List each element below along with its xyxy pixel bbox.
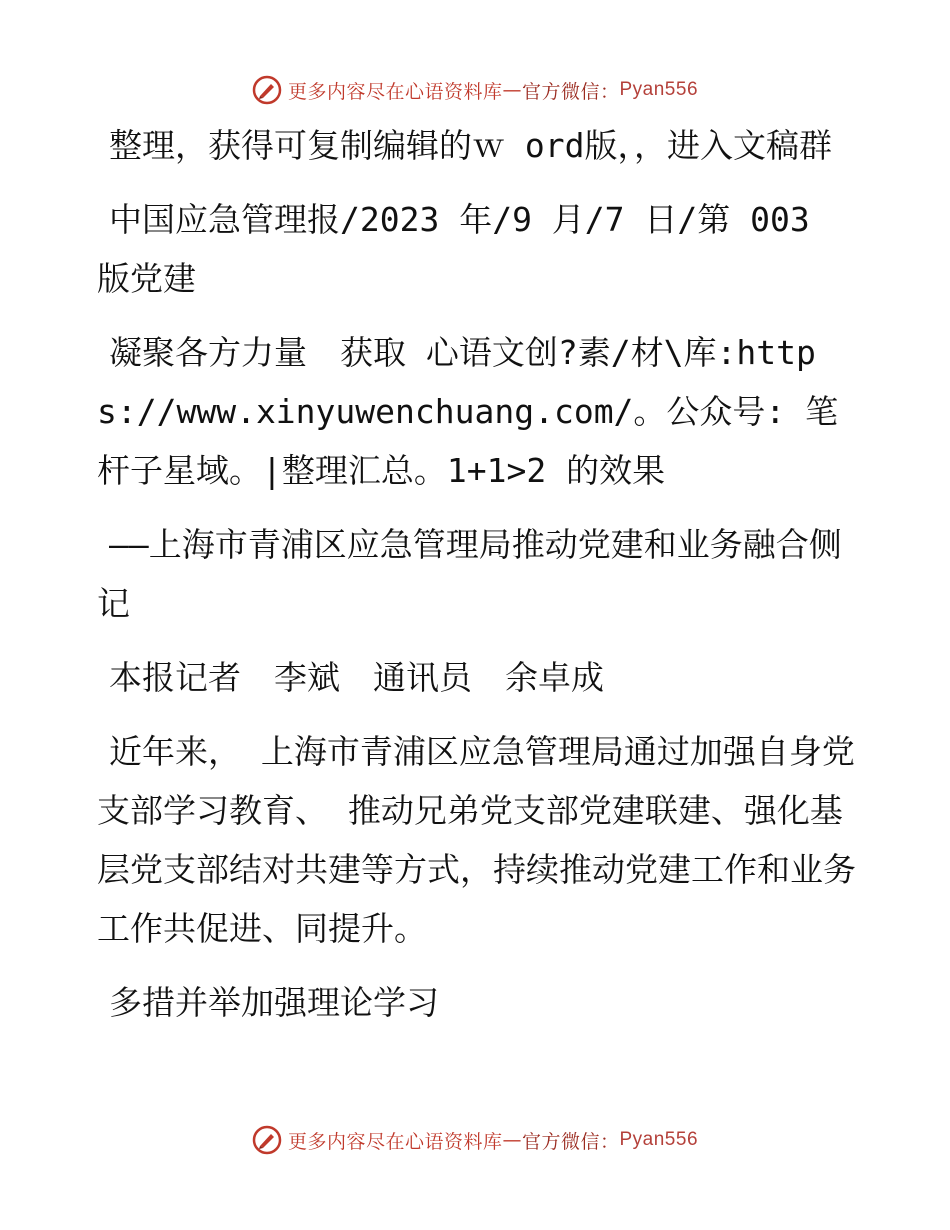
- watermark-label: 官方微信：: [521, 1130, 620, 1153]
- header-watermark: [0, 70, 950, 110]
- paragraph-source: 中国应急管理报/2023 年/9 月/7 日/第 003 版党建: [97, 200, 830, 298]
- watermark-text: 更多内容尽在心语资料库: [287, 80, 503, 103]
- pen-logo-icon: [252, 1125, 282, 1155]
- paragraph-section-heading: 多措并举加强理论学习: [109, 983, 439, 1022]
- pen-logo-icon: [252, 75, 282, 105]
- watermark-wechat-id: Pyan556: [619, 1129, 699, 1150]
- watermark-separator: —: [502, 1129, 522, 1151]
- document-body: [97, 116, 857, 1047]
- watermark-text: 更多内容尽在心语资料库: [287, 1130, 503, 1153]
- paragraph-byline: 本报记者 李斌 通讯员 余卓成: [109, 658, 604, 697]
- watermark-label: 官方微信：: [521, 80, 620, 103]
- paragraph-subtitle: ——上海市青浦区应急管理局推动党建和业务融合侧记: [97, 525, 842, 623]
- watermark-wechat-id: Pyan556: [619, 79, 699, 100]
- paragraph-title: 凝聚各方力量 获取 心语文创?素/材\库:https://www.xinyuwenchuang.com/。公众号: 笔杆子星域。|整理汇总。1+1>2 的效果: [97, 333, 839, 490]
- footer-watermark: [0, 1120, 950, 1160]
- watermark-separator: —: [502, 79, 522, 101]
- paragraph-intro: 整理，获得可复制编辑的ｗ ord版，，进入文稿群: [109, 126, 832, 165]
- paragraph-lead: 近年来， 上海市青浦区应急管理局通过加强自身党支部学习教育、 推动兄弟党支部党建联建、强化基层党支部结对共建等方式，持续推动党建工作和业务工作共促进、同提升。: [97, 732, 856, 948]
